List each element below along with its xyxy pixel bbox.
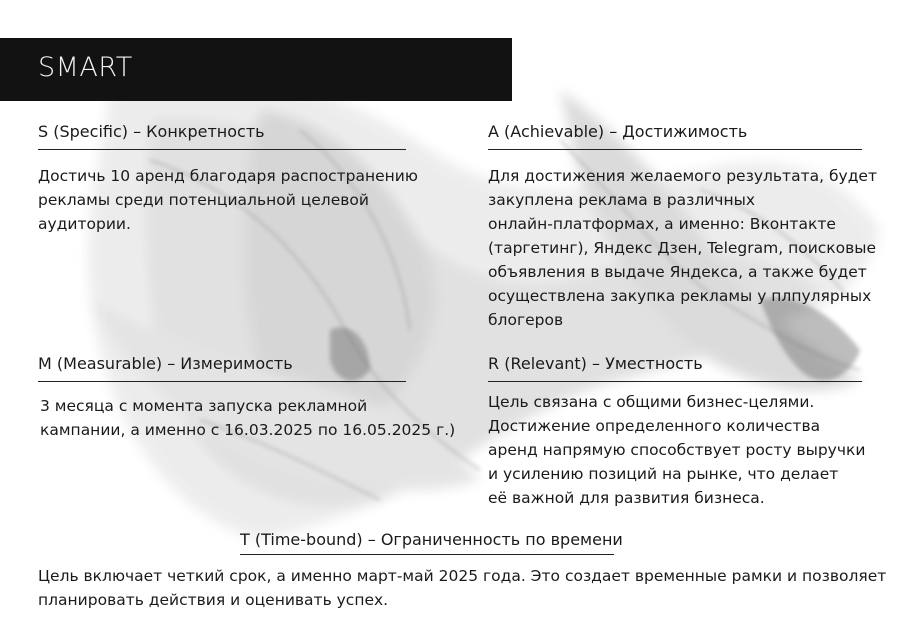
section-heading-specific: S (Specific) – Конкретность [38,121,406,150]
body-line: осуществлена закупка рекламы у плпулярных [488,287,872,305]
section-achievable [488,121,877,332]
body-line: 3 месяца с момента запуска рекламной [40,397,368,415]
body-line: (таргетинг), Яндекс Дзен, Telegram, поисковые [488,239,877,257]
section-heading-achievable: A (Achievable) – Достижимость [488,121,862,150]
body-line: Цель связана с общими бизнес-целями. [488,393,815,411]
section-body-achievable [488,164,877,332]
section-heading-measurable: M (Measurable) – Измеримость [38,353,406,382]
body-line: Цель включает четкий срок, а именно март-май 2025 года. Это создает временные рамки и позволяет [38,567,887,585]
body-line: аудитории. [38,215,131,233]
body-line: закуплена реклама в различных [488,191,755,209]
section-relevant [488,353,866,510]
body-line: планировать действия и оценивать успех. [38,591,389,609]
body-line: блогеров [488,311,564,329]
body-line: Достижение определенного количества [488,417,821,435]
section-heading-relevant: R (Relevant) – Уместность [488,353,862,382]
section-specific [38,121,418,236]
section-body-measurable [40,394,456,442]
body-line: её важной для развития бизнеса. [488,489,765,507]
body-line: рекламы среди потенциальной целевой [38,191,369,209]
section-heading-timebound: T (Time-bound) – Ограниченность по времени [240,529,614,555]
section-measurable [38,353,456,442]
section-body-relevant [488,390,866,510]
body-line: онлайн-платформах, а именно: Вконтакте [488,215,836,233]
body-line: кампании, а именно с 16.03.2025 по 16.05.2025 г.) [40,421,456,439]
title-bar [0,38,512,101]
section-body-timebound [38,564,886,612]
body-line: Достичь 10 аренд благодаря распостранению [38,167,418,185]
section-body-specific [38,164,418,236]
body-line: аренд напрямую способствует росту выручки [488,441,866,459]
body-line: Для достижения желаемого результата, будет [488,167,877,185]
body-line: объявления в выдаче Яндекса, а также будет [488,263,867,281]
page-title: SMART [38,52,133,83]
body-line: и усилению позиций на рынке, что делает [488,465,839,483]
